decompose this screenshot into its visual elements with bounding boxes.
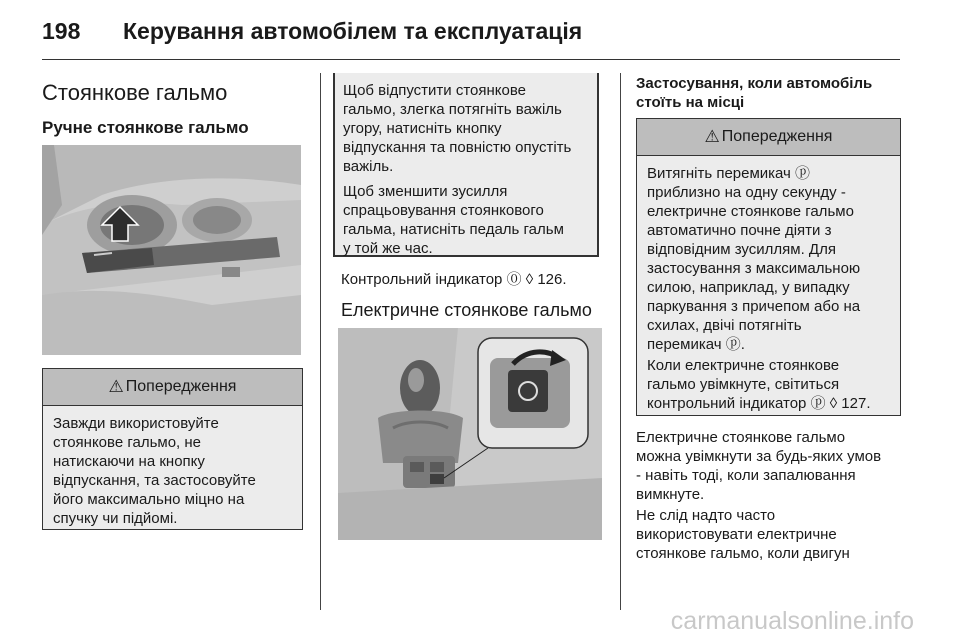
subsection-heading-electric: Електричне стоянкове гальмо <box>341 300 592 320</box>
section-heading: Стоянкове гальмо <box>42 80 228 105</box>
page-number: 198 <box>42 18 81 44</box>
warning-triangle-icon: ⚠ <box>704 127 720 146</box>
handbrake-photo <box>42 145 301 355</box>
warning-body-para1: Витягніть перемикач ⓟ приблизно на одну секунду - електричне стоянкове гальмо автоматично почне діяти з відповідним зусиллям. Для застосування з максимальною силою, наприклад, у випадку паркування з причепом або на схилах, двічі потягніть перемикач ⓟ. <box>647 165 861 353</box>
page-header <box>0 0 960 60</box>
subsection-heading-stationary: Застосування, коли автомобіль стоїть на місці <box>636 75 873 111</box>
release-instructions-para1: Щоб відпустити стоянкове гальмо, злегка потягніть важіль угору, натисніть кнопку відпускання та повністю опустіть важіль. <box>343 82 572 175</box>
warning-box-electric <box>636 118 901 416</box>
column-divider-1 <box>320 73 321 610</box>
electric-brake-photo <box>338 328 602 540</box>
body-paragraph-2: Не слід надто часто використовувати електричне стоянкове гальмо, коли двигун <box>636 507 850 562</box>
warning-triangle-icon: ⚠ <box>108 377 124 396</box>
release-instructions-para2: Щоб зменшити зусилля спрацьовування стоянкового гальма, натисніть педаль гальм у той же час. <box>343 183 564 257</box>
warning-body: Завжди використовуйте стоянкове гальмо, не натискаючи на кнопку відпускання, та застосовуйте його максимально міцно на спучку чи підйомі. <box>53 415 256 527</box>
warning-body-para2: Коли електричне стоянкове гальмо увімкнуте, світиться контрольний індикатор ⓟ ◊ 127. <box>647 357 871 412</box>
warning-title <box>43 369 302 406</box>
header-divider <box>42 59 900 60</box>
warning-title-text: Попередження <box>125 378 237 395</box>
body-paragraph-1: Електричне стоянкове гальмо можна увімкнути за будь-яких умов - навіть тоді, коли запалювання вимкнуте. <box>636 429 882 503</box>
chapter-title: Керування автомобілем та експлуатація <box>123 18 583 44</box>
watermark: carmanualsonline.info <box>670 607 914 635</box>
warning-title <box>637 119 900 156</box>
indicator-reference: Контрольний індикатор ⓪ ◊ 126. <box>341 271 567 288</box>
warning-title-text: Попередження <box>721 128 833 145</box>
subsection-heading-manual: Ручне стоянкове гальмо <box>42 118 249 137</box>
column-divider-2 <box>620 73 621 610</box>
warning-box-manual <box>42 368 303 530</box>
release-instructions-box <box>333 73 599 257</box>
